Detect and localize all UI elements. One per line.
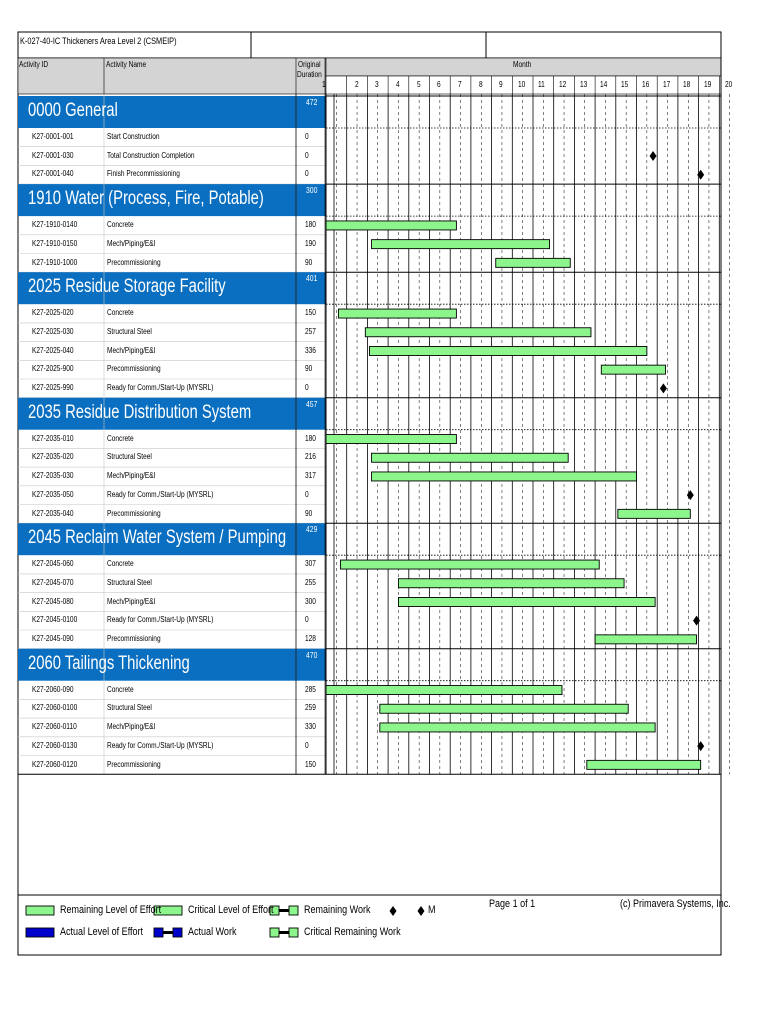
activity-name: Mech/Piping/E&I [107,722,156,732]
activity-name: Concrete [107,559,134,569]
column-header-activity-name: Activity Name [106,60,147,69]
legend-label: Critical Remaining Work [304,926,401,938]
legend-milestone-icon [418,906,425,916]
column-header-month: Month [513,60,532,69]
wbs-group-title: 1910 Water (Process, Fire, Potable) [28,188,264,210]
activity-duration: 0 [305,740,309,750]
month-tick-label: 15 [621,80,629,89]
milestone-diamond [660,383,667,393]
activity-name: Mech/Piping/E&I [107,596,156,606]
activity-bar [618,509,690,518]
month-tick-label: 1 [322,80,326,89]
legend-swatch [279,931,289,934]
activity-duration: 190 [305,238,316,248]
month-tick-label: 17 [662,80,670,89]
wbs-group-title: 2045 Reclaim Water System / Pumping [28,527,287,549]
legend-swatch [26,906,54,915]
month-tick-label: 16 [641,80,650,89]
activity-id: K27-2060-0100 [32,703,78,713]
activity-id: K27-2060-0130 [32,740,78,750]
month-tick-label: 20 [724,80,732,89]
activity-name: Precommissioning [107,634,161,643]
activity-duration: 259 [305,703,316,713]
activity-id: K27-2035-030 [32,471,74,481]
activity-name: Concrete [107,684,134,694]
activity-id: K27-2060-0110 [32,722,77,732]
activity-id: K27-2045-090 [32,634,74,643]
activity-bar [365,328,591,337]
month-tick-label: 8 [478,80,483,89]
activity-bar [372,472,637,481]
activity-duration: 336 [305,345,316,355]
wbs-group-title: 2025 Residue Storage Facility [28,276,226,298]
activity-id: K27-2060-0120 [32,759,78,769]
activity-bar [380,723,655,732]
activity-id: K27-0001-030 [32,150,74,160]
month-tick-label: 7 [458,80,462,89]
activity-id: K27-1910-0150 [32,238,78,248]
activity-duration: 307 [305,559,316,569]
month-tick-label: 18 [683,80,691,89]
activity-name: Total Construction Completion [107,150,195,160]
legend-swatch [173,928,182,937]
activity-duration: 0 [305,150,309,160]
month-tick-label: 14 [600,80,608,89]
wbs-group-duration: 472 [306,98,318,107]
activity-duration: 150 [305,759,316,769]
legend-swatch [154,928,163,937]
month-tick-label: 3 [375,80,379,89]
activity-name: Mech/Piping/E&I [107,471,156,481]
page-label: Page 1 of 1 [489,898,536,910]
activity-duration: 0 [305,169,309,179]
activity-name: Mech/Piping/E&I [107,238,156,248]
activity-duration: 257 [305,326,316,336]
activity-name: Structural Steel [107,577,152,587]
activity-bar [601,365,665,374]
activity-duration: 0 [305,615,309,625]
activity-duration: 0 [305,383,309,392]
month-tick-label: 12 [559,80,567,89]
activity-bar [380,704,628,713]
activity-duration: 330 [305,722,316,732]
milestone-diamond [687,490,694,500]
activity-bar [372,453,569,462]
activity-id: K27-2025-030 [32,326,74,336]
activity-id: K27-2045-070 [32,577,74,587]
activity-id: K27-2025-040 [32,345,74,355]
activity-name: Precommissioning [107,759,161,769]
wbs-group-duration: 457 [306,399,318,409]
wbs-group-duration: 470 [306,650,318,660]
activity-duration: 0 [305,489,309,499]
activity-duration: 317 [305,471,316,481]
activity-bar [595,635,696,644]
activity-id: K27-1910-1000 [32,257,78,267]
activity-bar [398,579,624,588]
activity-duration: 90 [305,364,313,374]
activity-name: Ready for Comm./Start-Up (MYSRL) [107,489,214,499]
activity-duration: 128 [305,634,316,643]
month-tick-label: 10 [517,80,525,89]
activity-duration: 90 [305,508,313,518]
activity-id: K27-2025-900 [32,364,74,374]
activity-name: Finish Precommissioning [107,169,180,179]
activity-name: Precommissioning [107,364,161,374]
activity-name: Ready for Comm./Start-Up (MYSRL) [107,740,214,750]
wbs-group-title: 2060 Tailings Thickening [28,652,190,674]
month-tick-label: 9 [499,80,504,89]
report-title: K-027-40-IC Thickeners Area Level 2 (CSMEIP) [20,36,177,46]
legend-swatch [26,928,54,937]
activity-name: Structural Steel [107,452,152,462]
activity-duration: 300 [305,596,316,606]
activity-id: K27-1910-0140 [32,220,78,230]
month-tick-label: 2 [354,80,359,89]
legend-label: Actual Work [188,926,237,938]
wbs-group-title: 2035 Residue Distribution System [28,401,252,423]
legend-swatch [289,906,298,915]
activity-name: Concrete [107,220,134,230]
activity-id: K27-0001-040 [32,169,74,179]
activity-name: Precommissioning [107,508,161,518]
activity-id: K27-2045-0100 [32,615,78,625]
activity-id: K27-2035-010 [32,433,74,443]
wbs-group-duration: 429 [306,525,318,535]
legend-swatch [270,928,279,937]
legend-label: Actual Level of Effort [60,926,144,938]
activity-bar [340,560,599,569]
wbs-group-duration: 300 [306,186,318,196]
month-tick-label: 5 [416,80,421,89]
activity-name: Concrete [107,433,134,443]
activity-bar [369,346,646,355]
activity-name: Start Construction [107,132,160,141]
activity-bar [326,221,456,230]
activity-duration: 150 [305,308,316,318]
activity-name: Precommissioning [107,257,161,267]
activity-bar [587,760,701,769]
milestone-diamond [650,151,657,161]
activity-duration: 285 [305,684,316,694]
legend-swatch [289,928,298,937]
activity-duration: 180 [305,220,316,230]
activity-id: K27-2045-080 [32,596,74,606]
month-tick-label: 4 [395,80,400,89]
activity-name: Structural Steel [107,326,152,336]
activity-duration: 180 [305,433,316,443]
legend-swatch [279,909,289,912]
activity-name: Structural Steel [107,703,152,713]
activity-id: K27-2045-060 [32,559,74,569]
legend-label: Remaining Work [304,904,371,916]
legend-label: Critical Level of Effort [188,904,274,916]
activity-id: K27-2060-090 [32,684,74,694]
activity-duration: 216 [305,452,316,462]
month-tick-label: 19 [703,80,712,89]
activity-name: Ready for Comm./Start-Up (MYSRL) [107,615,214,625]
activity-id: K27-2035-050 [32,489,74,499]
column-header-activity-id: Activity ID [19,60,49,69]
month-tick-label: 6 [437,80,441,89]
activity-name: Ready for Comm./Start-Up (MYSRL) [107,383,214,392]
activity-bar [398,597,655,606]
legend-milestone-icon [390,906,397,916]
column-header-duration: Duration [297,70,322,79]
activity-name: Concrete [107,308,134,318]
activity-bar [372,240,550,249]
activity-duration: 90 [305,257,313,267]
month-tick-label: 13 [579,80,588,89]
activity-id: K27-2025-990 [32,383,74,392]
month-tick-label: 11 [538,80,546,89]
activity-id: K27-2025-020 [32,308,74,318]
activity-duration: 255 [305,577,316,587]
wbs-group-title: 0000 General [28,100,118,121]
activity-id: K27-2035-020 [32,452,74,462]
copyright-label: (c) Primavera Systems, Inc. [620,898,731,910]
legend-label: Remaining Level of Effort [60,904,162,916]
activity-id: K27-2035-040 [32,508,74,518]
column-header-duration: Original [298,60,321,69]
column-header-band [18,58,326,94]
activity-bar [326,686,562,695]
activity-name: Mech/Piping/E&I [107,345,156,355]
activity-duration: 0 [305,132,309,141]
activity-bar [326,435,456,444]
legend-label: M [428,904,436,916]
activity-bar [338,309,456,318]
activity-bar [496,258,571,267]
legend-swatch [163,931,173,934]
wbs-group-duration: 401 [306,274,318,284]
activity-id: K27-0001-001 [32,132,74,141]
